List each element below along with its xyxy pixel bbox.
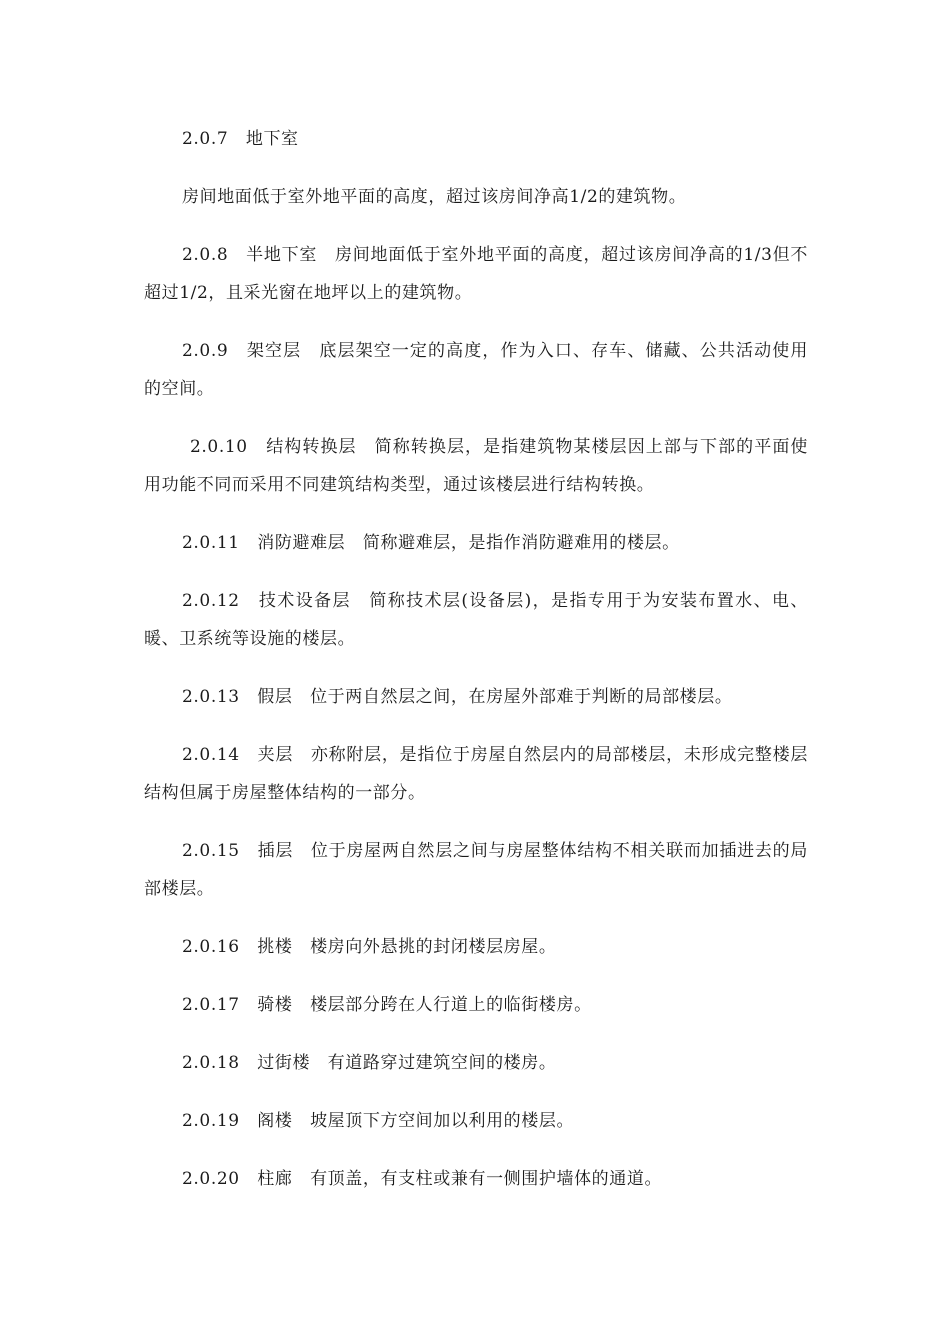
clause-2-0-7-body: 房间地面低于室外地平面的高度，超过该房间净高1/2的建筑物。 xyxy=(182,187,687,207)
clause-2-0-15: 2.0.15 插层 位于房屋两自然层之间与房屋整体结构不相关联而加插进去的局部楼层。 xyxy=(144,841,808,899)
clause-2-0-11: 2.0.11 消防避难层 简称避难层，是指作消防避难用的楼层。 xyxy=(182,533,680,553)
clause-2-0-18: 2.0.18 过街楼 有道路穿过建筑空间的楼房。 xyxy=(182,1053,557,1073)
clause-2-0-12: 2.0.12 技术设备层 简称技术层(设备层)，是指专用于为安装布置水、电、暖、卫系统等设施的楼层。 xyxy=(144,591,808,649)
clause-2-0-17: 2.0.17 骑楼 楼层部分跨在人行道上的临街楼房。 xyxy=(182,995,592,1015)
document-body xyxy=(144,120,808,1218)
clause-2-0-20: 2.0.20 柱廊 有顶盖，有支柱或兼有一侧围护墙体的通道。 xyxy=(182,1169,663,1189)
clause-2-0-16: 2.0.16 挑楼 楼房向外悬挑的封闭楼层房屋。 xyxy=(182,937,557,957)
clause-2-0-9: 2.0.9 架空层 底层架空一定的高度，作为入口、存车、储藏、公共活动使用的空间。 xyxy=(144,341,808,399)
clause-2-0-7-heading: 2.0.7 地下室 xyxy=(182,129,299,149)
clause-2-0-13: 2.0.13 假层 位于两自然层之间，在房屋外部难于判断的局部楼层。 xyxy=(182,687,733,707)
clause-2-0-14: 2.0.14 夹层 亦称附层，是指位于房屋自然层内的局部楼层，未形成完整楼层结构但属于房屋整体结构的一部分。 xyxy=(144,745,808,803)
clause-2-0-10: 2.0.10 结构转换层 简称转换层，是指建筑物某楼层因上部与下部的平面使用功能不同而采用不同建筑结构类型，通过该楼层进行结构转换。 xyxy=(144,437,808,495)
clause-2-0-19: 2.0.19 阁楼 坡屋顶下方空间加以利用的楼层。 xyxy=(182,1111,575,1131)
clause-2-0-8: 2.0.8 半地下室 房间地面低于室外地平面的高度，超过该房间净高的1/3但不超过1/2，且采光窗在地坪以上的建筑物。 xyxy=(144,245,808,303)
